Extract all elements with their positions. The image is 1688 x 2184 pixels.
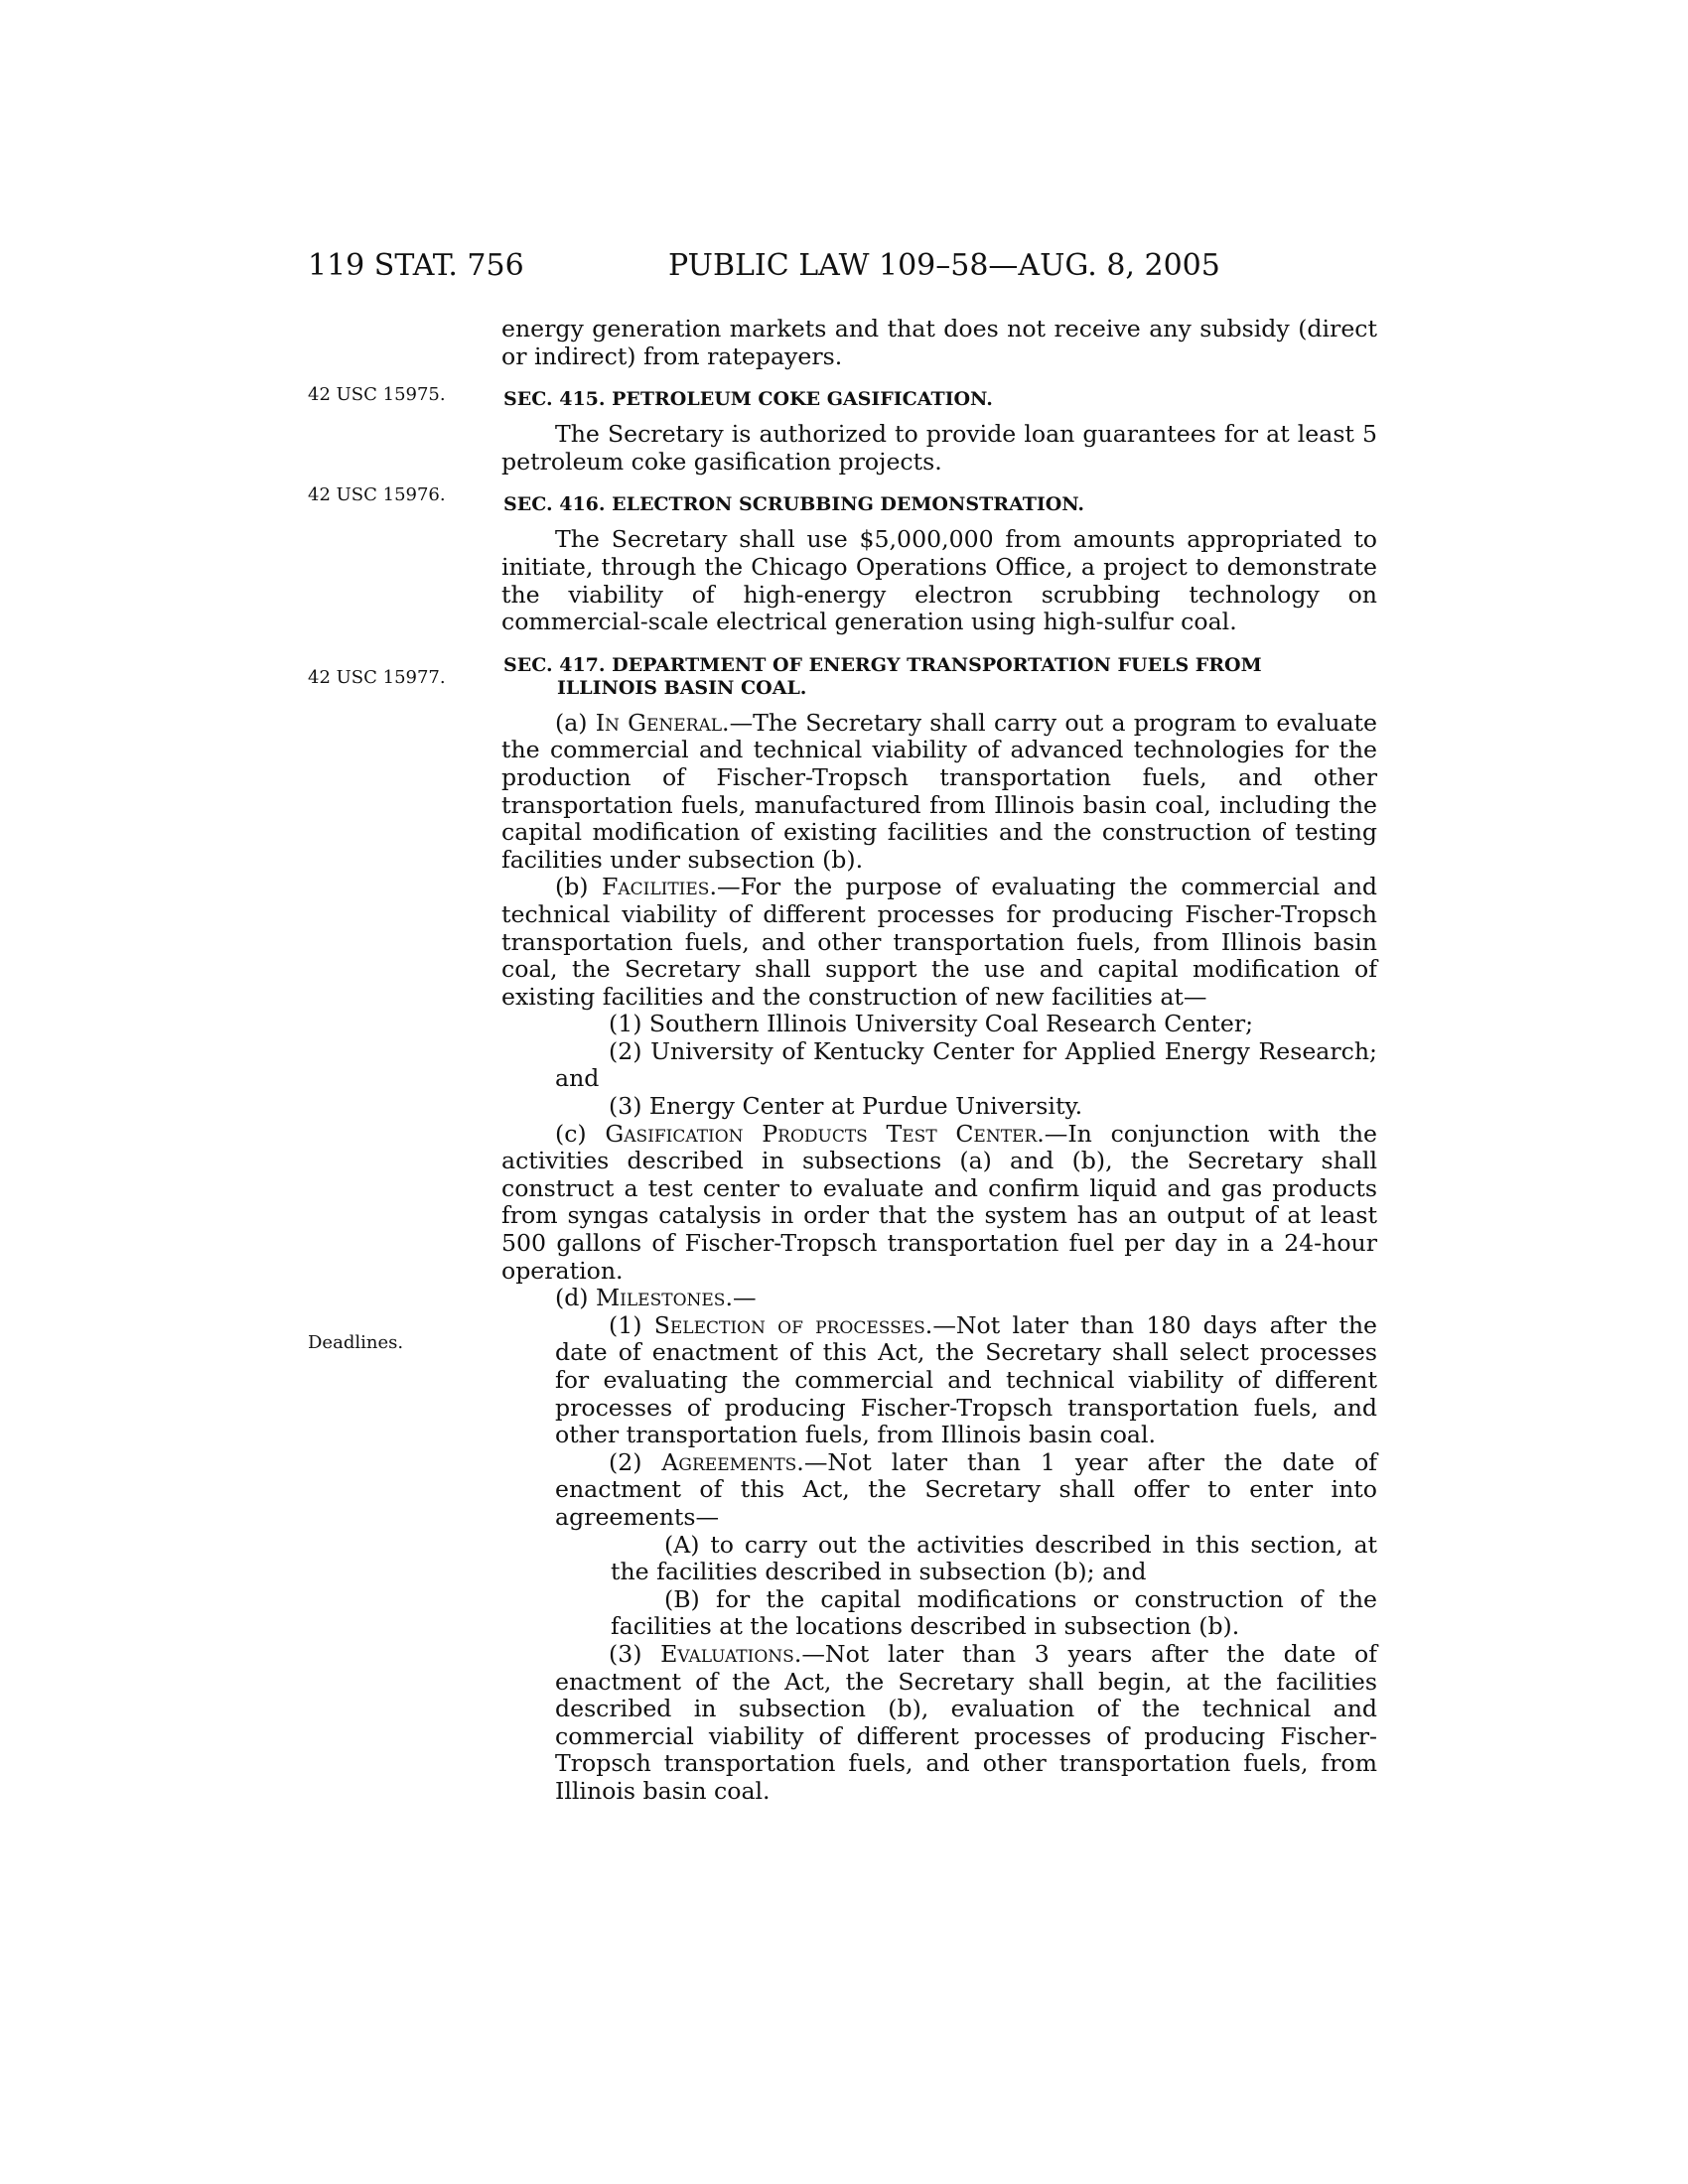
- paragraph-d3-label: (3): [609, 1639, 661, 1668]
- subsection-b: [501, 874, 1377, 1011]
- subsection-a-label: (a): [555, 708, 596, 737]
- paragraph-d2: [501, 1449, 1377, 1532]
- paragraph-b2: (2) University of Kentucky Center for Applied Energy Research; and: [555, 1036, 1377, 1093]
- subsection-b-text: —For the purpose of evaluating the commercial and technical viability of different processes for producing Fischer-Tropsch transportation fuels, and other transportation fuels, from Illinois basin coal, the Secretary shall support the use and capital modification of existing facilities and the construction of new facilities at—: [501, 873, 1378, 1011]
- law-title: PUBLIC LAW 109–58—AUG. 8, 2005: [668, 248, 1220, 283]
- subsection-c: [501, 1121, 1377, 1286]
- section-417-heading-line2: ILLINOIS BASIN COAL.: [557, 676, 807, 699]
- subsection-d: [501, 1285, 1377, 1312]
- page-header: [0, 248, 1688, 288]
- subparagraph-d2-a: (A) to carry out the activities described in this section, at the facilities described in subsection (b); and: [611, 1530, 1377, 1586]
- section-415-heading: SEC. 415. PETROLEUM COKE GASIFICATION.: [503, 388, 993, 411]
- paragraph-d2-label: (2): [609, 1447, 662, 1476]
- paragraph-d2-caption: Agreements.: [661, 1447, 804, 1476]
- margin-note-deadlines: Deadlines.: [308, 1332, 404, 1353]
- subsection-a-caption: In General.: [595, 708, 730, 737]
- paragraph-d1-text: —Not later than 180 days after the date of enactment of this Act, the Secretary shall select processes for evaluating the commercial and technical viability of different processes of producing Fischer-Tropsch transportation fuels, and other transportation fuels, from Illinois basin coal.: [555, 1310, 1378, 1449]
- paragraph-d1: [501, 1312, 1377, 1449]
- section-417-heading-line1: SEC. 417. DEPARTMENT OF ENERGY TRANSPORTATION FUELS FROM: [503, 653, 1262, 676]
- subsection-a-text: —The Secretary shall carry out a program to evaluate the commercial and technical viability of advanced technologies for the production of Fischer-Tropsch transportation fuels, and other transportation fuels, manufactured from Illinois basin coal, including the capital modification of existing facilities and the construction of testing facilities under subsection (b).: [501, 708, 1377, 874]
- paragraph-d1-caption: Selection of processes.: [653, 1310, 933, 1339]
- subsection-c-caption: Gasification Products Test Center.: [605, 1119, 1045, 1148]
- paragraph-d1-label: (1): [609, 1310, 654, 1339]
- paragraph-d3-text: —Not later than 3 years after the date of enactment of the Act, the Secretary shall begin, at the facilities described in subsection (b), evaluation of the technical and commercial viability of different processes of producing Fischer-Tropsch transportation fuels, and other transportation fuels, from Illinois basin coal.: [555, 1639, 1377, 1805]
- subsection-c-label: (c): [555, 1119, 606, 1148]
- stat-reference: 119 STAT. 756: [308, 248, 524, 283]
- subsection-c-text: —In conjunction with the activities described in subsections (a) and (b), the Secretary shall construct a test center to evaluate and confirm liquid and gas products from syngas catalysis in order that the system has an output of at least 500 gallons of Fischer-Tropsch transportation fuel per day in a 24-hour operation.: [501, 1119, 1378, 1285]
- subparagraph-d2-b: (B) for the capital modifications or construction of the facilities at the locations described in subsection (b).: [611, 1584, 1377, 1641]
- subsection-d-text: —: [732, 1284, 757, 1312]
- subsection-d-label: (d): [555, 1284, 597, 1312]
- section-417-heading: [501, 654, 1377, 700]
- section-416-heading: SEC. 416. ELECTRON SCRUBBING DEMONSTRATION.: [503, 493, 1085, 516]
- subsection-a: [501, 710, 1377, 875]
- margin-note-sec-417: 42 USC 15977.: [308, 667, 446, 688]
- paragraph-d2-text: —Not later than 1 year after the date of enactment of this Act, the Secretary shall offer to enter into agreements—: [555, 1447, 1378, 1531]
- paragraph-b3: (3) Energy Center at Purdue University.: [609, 1092, 1083, 1121]
- margin-note-sec-415: 42 USC 15975.: [308, 384, 446, 405]
- continuation-paragraph: energy generation markets and that does not receive any subsidy (direct or indirect) from ratepayers.: [501, 315, 1377, 370]
- section-416-body: The Secretary shall use $5,000,000 from amounts appropriated to initiate, through the Chicago Operations Office, a project to demonstrate the viability of high-energy electron scrubbing technology on commercial-scale electrical generation using high-sulfur coal.: [501, 525, 1377, 636]
- paragraph-d3: [501, 1641, 1377, 1806]
- subsection-d-caption: Milestones.: [596, 1284, 733, 1312]
- subsection-b-caption: Facilities.: [601, 873, 717, 901]
- subsection-b-label: (b): [555, 873, 602, 901]
- paragraph-b1: (1) Southern Illinois University Coal Research Center;: [609, 1010, 1254, 1038]
- main-text-column: [501, 316, 1377, 1806]
- section-415-body: The Secretary is authorized to provide loan guarantees for at least 5 petroleum coke gasification projects.: [501, 420, 1377, 476]
- paragraph-d3-caption: Evaluations.: [660, 1639, 802, 1668]
- margin-note-sec-416: 42 USC 15976.: [308, 484, 446, 505]
